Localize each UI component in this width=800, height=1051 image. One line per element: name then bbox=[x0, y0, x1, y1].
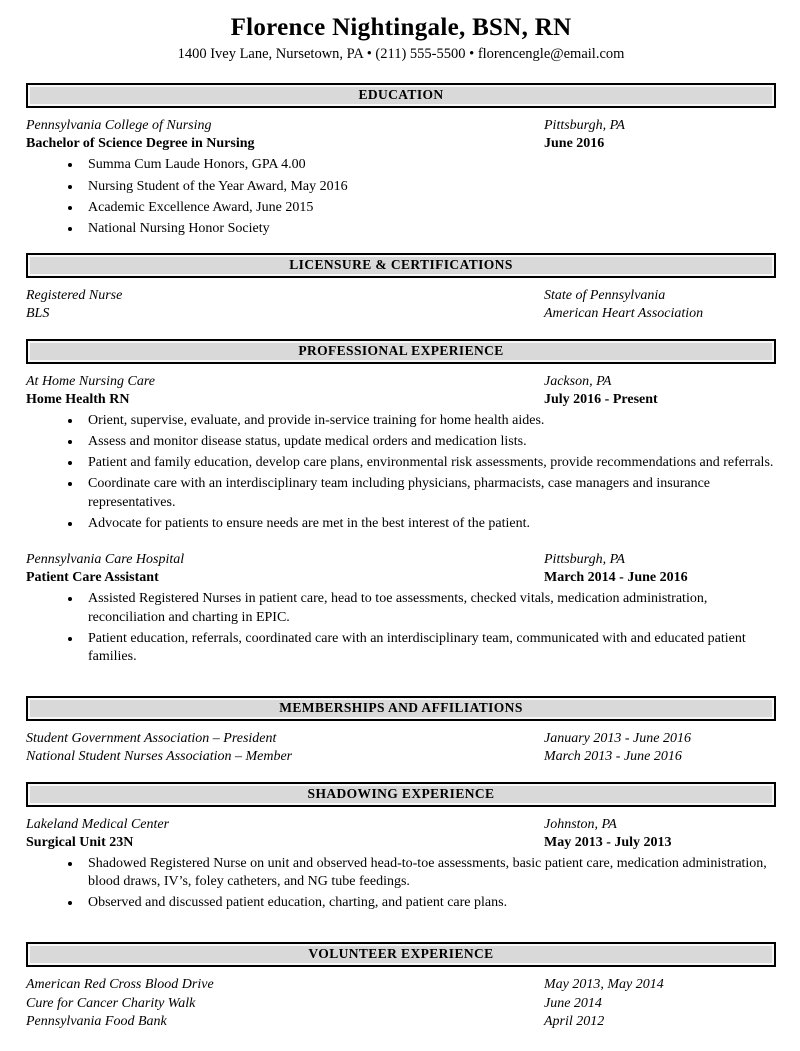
licensure-section bbox=[26, 287, 776, 323]
job-entry bbox=[26, 551, 776, 666]
bullet-item: • Shadowed Registered Nurse on unit and observed head-to-toe assessments, basic patient care, medication administration, blood draws, IV’s, foley catheters, and NG tube feedings. bbox=[82, 855, 776, 891]
bullet-item: • Academic Excellence Award, June 2015 bbox=[82, 199, 776, 217]
bullet-item: • Coordinate care with an interdisciplinary team including physicians, pharmacists, case managers and insurance representatives. bbox=[82, 475, 776, 511]
job-location: Jackson, PA bbox=[544, 373, 612, 389]
bullet-item: • National Nursing Honor Society bbox=[82, 220, 776, 238]
job-dates: March 2014 - June 2016 bbox=[544, 570, 688, 586]
volunteer-activity: American Red Cross Blood Drive bbox=[26, 977, 214, 993]
job-company-row bbox=[26, 551, 776, 569]
volunteer-dates: June 2014 bbox=[544, 995, 602, 1011]
experience-section bbox=[26, 373, 776, 682]
bullet-item: • Orient, supervise, evaluate, and provide in-service training for home health aides. bbox=[82, 412, 776, 430]
section-header-education: EDUCATION bbox=[26, 83, 776, 108]
section-header-volunteer: VOLUNTEER EXPERIENCE bbox=[26, 942, 776, 967]
membership-row bbox=[26, 730, 776, 748]
education-degree-row bbox=[26, 135, 776, 153]
bullet-item: • Summa Cum Laude Honors, GPA 4.00 bbox=[82, 156, 776, 174]
job-company: Pennsylvania Care Hospital bbox=[26, 552, 185, 567]
bullet-item: • Assess and monitor disease status, update medical orders and medication lists. bbox=[82, 433, 776, 451]
job-role: Patient Care Assistant bbox=[26, 570, 159, 586]
job-company-row bbox=[26, 373, 776, 391]
section-header-experience: PROFESSIONAL EXPERIENCE bbox=[26, 339, 776, 364]
spacer bbox=[26, 669, 776, 681]
shadowing-section bbox=[26, 816, 776, 928]
volunteer-row bbox=[26, 976, 776, 994]
job-bullets bbox=[26, 590, 776, 666]
shadowing-company-row bbox=[26, 816, 776, 834]
document-header bbox=[26, 14, 776, 63]
spacer bbox=[26, 915, 776, 927]
shadowing-company: Lakeland Medical Center bbox=[26, 816, 170, 832]
shadowing-role-row bbox=[26, 834, 776, 852]
education-bullets bbox=[26, 156, 776, 238]
membership-row bbox=[26, 748, 776, 766]
education-section bbox=[26, 117, 776, 238]
bullet-item: • Nursing Student of the Year Award, May 2016 bbox=[82, 178, 776, 196]
volunteer-dates: April 2012 bbox=[544, 1013, 605, 1029]
bullet-item: • Patient and family education, develop care plans, environmental risk assessments, provide recommendations and referrals. bbox=[82, 454, 776, 472]
candidate-name: Florence Nightingale, BSN, RN bbox=[230, 14, 572, 41]
job-role: Home Health RN bbox=[26, 391, 130, 407]
job-location: Pittsburgh, PA bbox=[544, 552, 625, 567]
section-header-memberships: MEMBERSHIPS AND AFFILIATIONS bbox=[26, 696, 776, 721]
membership-name: Student Government Association – President bbox=[26, 731, 277, 747]
section-header-shadowing: SHADOWING EXPERIENCE bbox=[26, 782, 776, 807]
contact-line: 1400 Ivey Lane, Nursetown, PA • (211) 555-5500 • florencengle@email.com bbox=[177, 46, 625, 62]
licensure-row bbox=[26, 305, 776, 323]
licensure-issuer: State of Pennsylvania bbox=[544, 288, 666, 304]
section-header-licensure: LICENSURE & CERTIFICATIONS bbox=[26, 253, 776, 278]
job-entry bbox=[26, 373, 776, 534]
membership-dates: March 2013 - June 2016 bbox=[544, 749, 682, 765]
licensure-item: BLS bbox=[26, 306, 50, 322]
job-role-row bbox=[26, 391, 776, 409]
bullet-item: • Advocate for patients to ensure needs are met in the best interest of the patient. bbox=[82, 515, 776, 533]
education-degree: Bachelor of Science Degree in Nursing bbox=[26, 136, 255, 152]
volunteer-activity: Cure for Cancer Charity Walk bbox=[26, 995, 196, 1011]
job-dates: July 2016 - Present bbox=[544, 391, 658, 407]
membership-dates: January 2013 - June 2016 bbox=[544, 731, 691, 747]
shadowing-dates: May 2013 - July 2013 bbox=[544, 834, 672, 850]
shadowing-bullets bbox=[26, 855, 776, 913]
memberships-section bbox=[26, 730, 776, 766]
bullet-item: • Assisted Registered Nurses in patient care, head to toe assessments, checked vitals, medication administration, reconciliation and charting in EPIC. bbox=[82, 590, 776, 626]
job-role-row bbox=[26, 569, 776, 587]
shadowing-location: Johnston, PA bbox=[544, 816, 617, 832]
bullet-item: • Patient education, referrals, coordinated care with an interdisciplinary team, communicated with and educated patient families. bbox=[82, 630, 776, 666]
bullet-item: • Observed and discussed patient education, charting, and patient care plans. bbox=[82, 894, 776, 912]
job-company: At Home Nursing Care bbox=[26, 373, 155, 389]
education-school: Pennsylvania College of Nursing bbox=[26, 118, 212, 133]
education-date: June 2016 bbox=[544, 136, 605, 152]
education-school-row bbox=[26, 117, 776, 135]
licensure-issuer: American Heart Association bbox=[544, 306, 704, 322]
membership-name: National Student Nurses Association – Member bbox=[26, 749, 293, 765]
volunteer-activity: Pennsylvania Food Bank bbox=[26, 1013, 167, 1029]
licensure-item: Registered Nurse bbox=[26, 288, 123, 304]
job-bullets bbox=[26, 412, 776, 533]
licensure-row bbox=[26, 287, 776, 305]
education-location: Pittsburgh, PA bbox=[544, 118, 625, 133]
shadowing-role: Surgical Unit 23N bbox=[26, 834, 134, 850]
volunteer-row bbox=[26, 1013, 776, 1031]
volunteer-row bbox=[26, 995, 776, 1013]
volunteer-section bbox=[26, 976, 776, 1031]
volunteer-dates: May 2013, May 2014 bbox=[544, 977, 664, 993]
